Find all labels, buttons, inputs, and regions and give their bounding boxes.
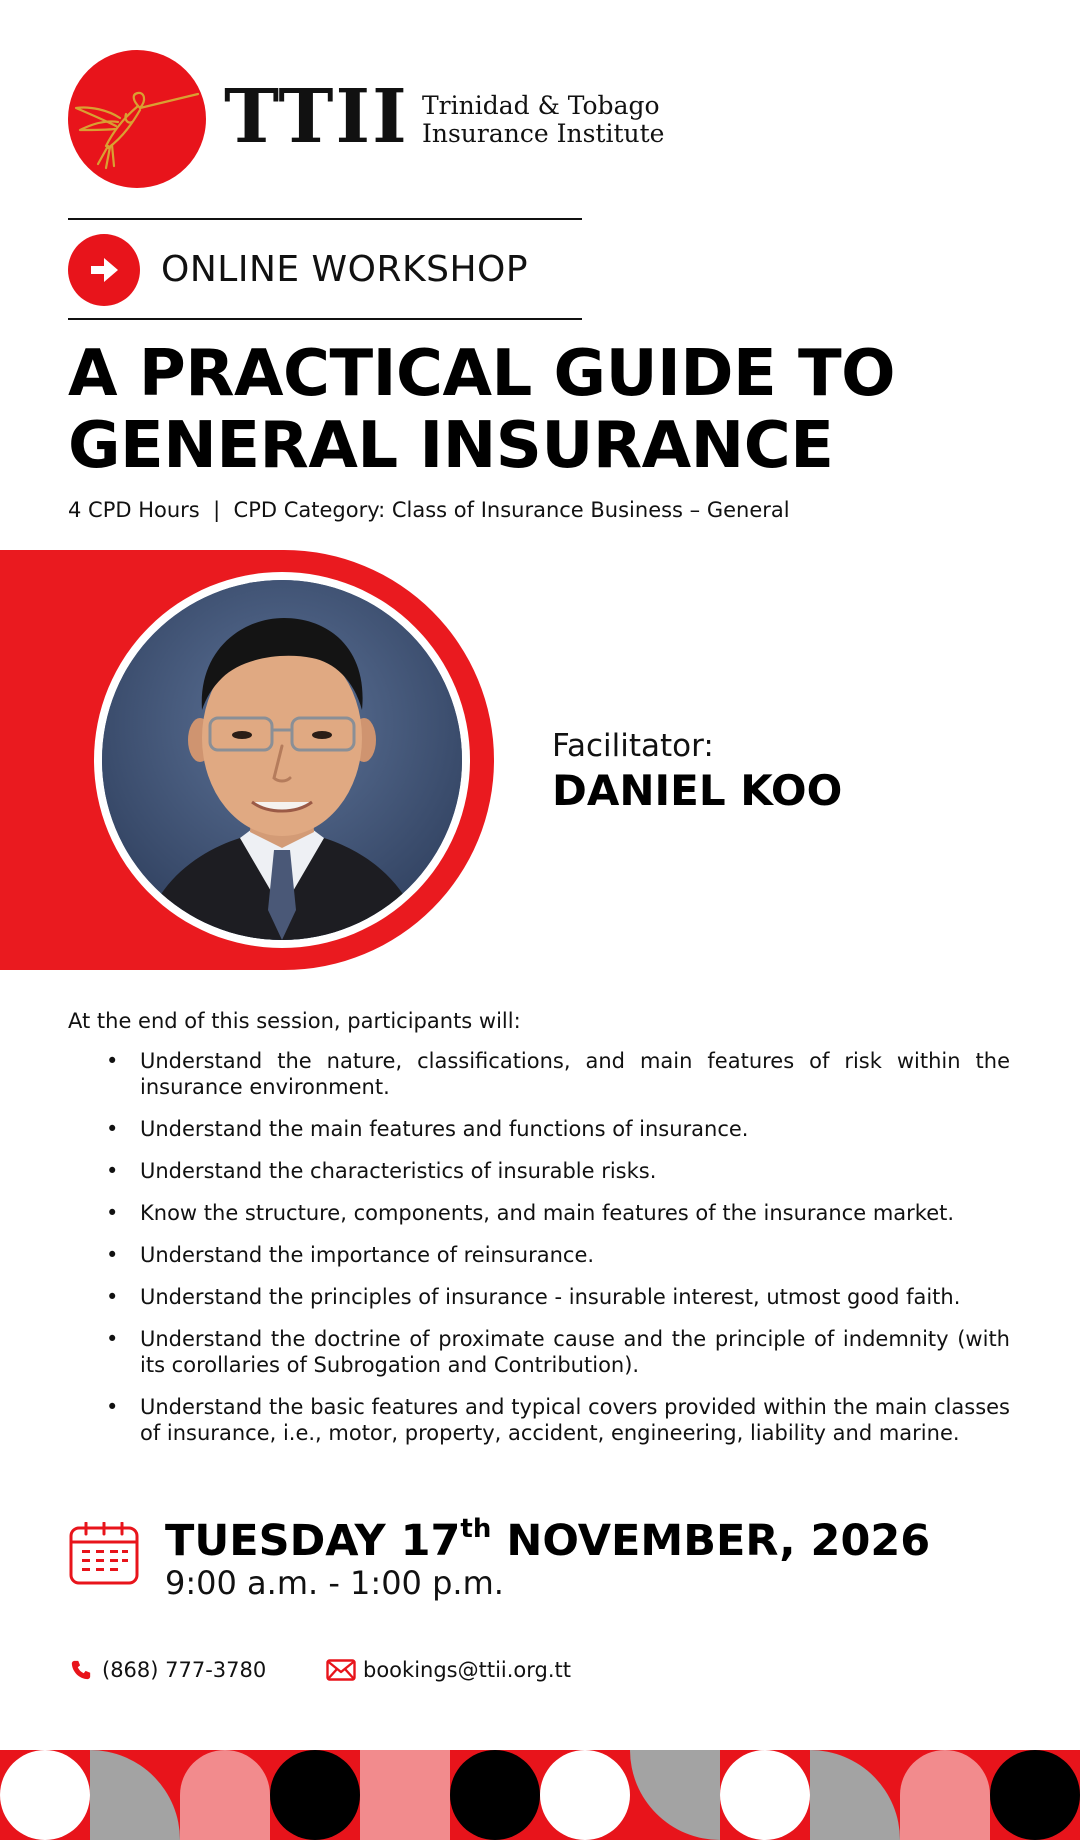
- list-item: [106, 1326, 1010, 1378]
- date-weekday: TUESDAY: [165, 1516, 386, 1566]
- date-day: 17: [400, 1516, 461, 1566]
- list-item: [106, 1200, 1010, 1226]
- list-item: [106, 1242, 1010, 1268]
- logo-acronym: TTII: [224, 74, 409, 160]
- logo-name-line2: Insurance Institute: [422, 119, 665, 148]
- cpd-info: [68, 496, 790, 524]
- hummingbird-icon: [68, 50, 206, 188]
- email-address[interactable]: bookings@ttii.org.tt: [363, 1658, 572, 1682]
- facilitator-photo: [102, 580, 462, 940]
- bullet: •: [106, 1395, 119, 1419]
- workshop-badge: [68, 234, 140, 306]
- facilitator-name: DANIEL KOO: [552, 766, 843, 815]
- bullet: •: [106, 1243, 119, 1267]
- list-item: [106, 1394, 1010, 1446]
- objective-text: Understand the characteristics of insurable risks.: [140, 1159, 657, 1183]
- objectives-intro: At the end of this session, participants will:: [68, 1009, 521, 1033]
- cpd-separator: |: [213, 498, 221, 522]
- list-item: [106, 1048, 1010, 1100]
- bullet: •: [106, 1049, 119, 1073]
- facilitator-label: Facilitator:: [552, 728, 714, 764]
- bullet: •: [106, 1117, 119, 1141]
- divider-bottom: [68, 318, 582, 320]
- objective-text: Understand the importance of reinsurance.: [140, 1243, 595, 1267]
- title-line2: GENERAL INSURANCE: [68, 409, 834, 483]
- objective-text: Understand the principles of insurance - insurable interest, utmost good faith.: [140, 1285, 961, 1309]
- phone-icon: [70, 1659, 92, 1681]
- bullet: •: [106, 1285, 119, 1309]
- objective-text: Understand the doctrine of proximate cause and the principle of indemnity (with its corollaries of Subrogation and Contribution).: [140, 1327, 1010, 1377]
- logo-organization-name: [422, 92, 664, 148]
- calendar-icon: [68, 1522, 140, 1586]
- divider-top: [68, 218, 582, 220]
- event-time: 9:00 a.m. - 1:00 p.m.: [165, 1564, 504, 1602]
- bullet: •: [106, 1159, 119, 1183]
- list-item: [106, 1158, 1010, 1184]
- page-title: [68, 338, 1028, 482]
- objectives-list: [106, 1048, 1010, 1462]
- cpd-category: CPD Category: Class of Insurance Business – General: [233, 498, 790, 522]
- objective-text: Understand the basic features and typical covers provided within the main classes of insurance, i.e., motor, property, accident, engineering, liability and marine.: [140, 1395, 1010, 1445]
- objective-text: Know the structure, components, and main features of the insurance market.: [140, 1201, 955, 1225]
- bullet: •: [106, 1201, 119, 1225]
- objective-text: Understand the nature, classifications, and main features of risk within the insurance environment.: [140, 1049, 1010, 1099]
- phone-number[interactable]: (868) 777-3780: [102, 1658, 267, 1682]
- ttii-logo: [68, 50, 668, 190]
- event-date: [165, 1514, 930, 1568]
- logo-name-line1: Trinidad & Tobago: [422, 91, 660, 120]
- cpd-hours: 4 CPD Hours: [68, 498, 200, 522]
- list-item: [106, 1116, 1010, 1142]
- arrow-right-icon: [68, 234, 140, 306]
- list-item: [106, 1284, 1010, 1310]
- event-type-label: ONLINE WORKSHOP: [161, 249, 529, 290]
- footer-pattern: [0, 1750, 1080, 1840]
- envelope-icon: [326, 1659, 356, 1681]
- bullet: •: [106, 1327, 119, 1351]
- date-day-suffix: th: [460, 1514, 492, 1544]
- title-line1: A PRACTICAL GUIDE TO: [68, 337, 896, 411]
- logo-emblem: [68, 50, 206, 188]
- date-month-year: NOVEMBER, 2026: [506, 1516, 931, 1566]
- objective-text: Understand the main features and functions of insurance.: [140, 1117, 749, 1141]
